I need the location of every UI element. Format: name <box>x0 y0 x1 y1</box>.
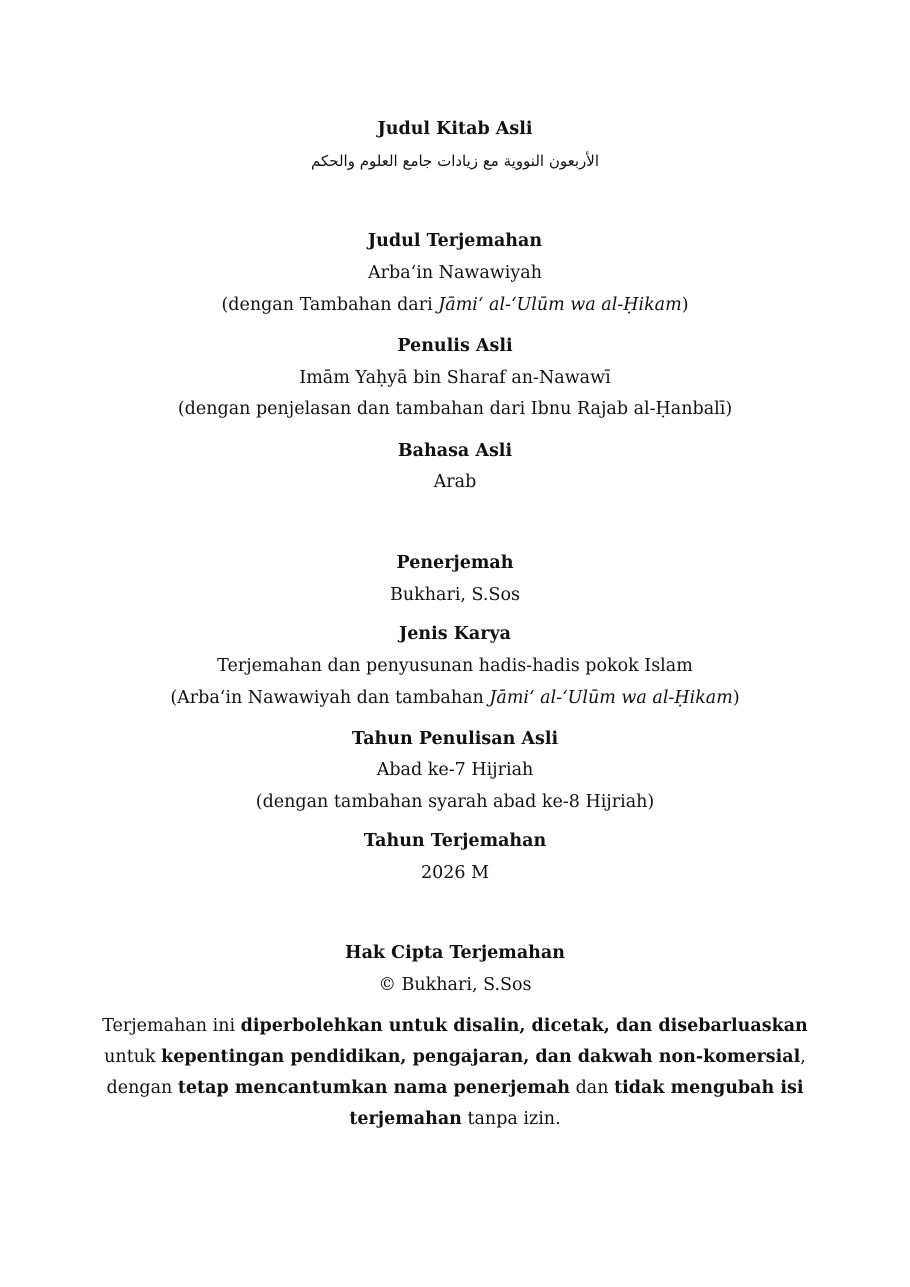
work-type-heading: Jenis Karya <box>398 624 511 644</box>
translated-title-book-name: Jāmi‘ al-‘Ulūm wa al-Ḥikam <box>438 295 682 315</box>
work-type-line1: Terjemahan dan penyusunan hadis-hadis pokok Islam <box>217 656 693 676</box>
copyright-notice-line4: terjemahan tanpa izin. <box>349 1109 561 1129</box>
translation-year-heading: Tahun Terjemahan <box>363 831 547 851</box>
original-title-arabic: الأربعون النووية مع زيادات جامع العلوم والحكم <box>311 152 599 170</box>
copyright-holder: © Bukhari, S.Sos <box>378 975 532 995</box>
translator-value: Bukhari, S.Sos <box>390 585 520 605</box>
translated-title-line1: Arba‘in Nawawiyah <box>368 263 542 283</box>
original-author-line2: (dengan penjelasan dan tambahan dari Ibnu Rajab al-Ḥanbalī) <box>177 399 733 419</box>
translated-title-line2: (dengan Tambahan dari Jāmi‘ al-‘Ulūm wa al-Ḥikam) <box>221 295 689 315</box>
copyright-notice-line2: untuk kepentingan pendidikan, pengajaran, dan dakwah non-komersial, <box>104 1047 806 1067</box>
translator-heading: Penerjemah <box>396 553 514 573</box>
original-year-heading: Tahun Penulisan Asli <box>351 729 559 749</box>
copyright-notice-line3: dengan tetap mencantumkan nama penerjemah dan tidak mengubah isi <box>106 1078 804 1098</box>
original-year-line2: (dengan tambahan syarah abad ke-8 Hijriah) <box>255 792 655 812</box>
original-year-line1: Abad ke-7 Hijriah <box>376 760 534 780</box>
original-author-heading: Penulis Asli <box>397 336 513 356</box>
translated-title-heading: Judul Terjemahan <box>367 231 543 251</box>
original-author-line1: Imām Yaḥyā bin Sharaf an-Nawawī <box>299 368 611 388</box>
copyright-heading: Hak Cipta Terjemahan <box>345 943 565 963</box>
original-language-value: Arab <box>433 472 477 492</box>
work-type-line2: (Arba‘in Nawawiyah dan tambahan Jāmi‘ al-‘Ulūm wa al-Ḥikam) <box>170 688 740 708</box>
original-title-heading: Judul Kitab Asli <box>377 119 533 139</box>
original-language-heading: Bahasa Asli <box>397 441 513 461</box>
work-type-book-name: Jāmi‘ al-‘Ulūm wa al-Ḥikam <box>489 688 733 708</box>
copyright-notice-line1: Terjemahan ini diperbolehkan untuk disalin, dicetak, dan disebarluaskan <box>102 1016 808 1036</box>
translation-year-value: 2026 M <box>420 863 490 883</box>
